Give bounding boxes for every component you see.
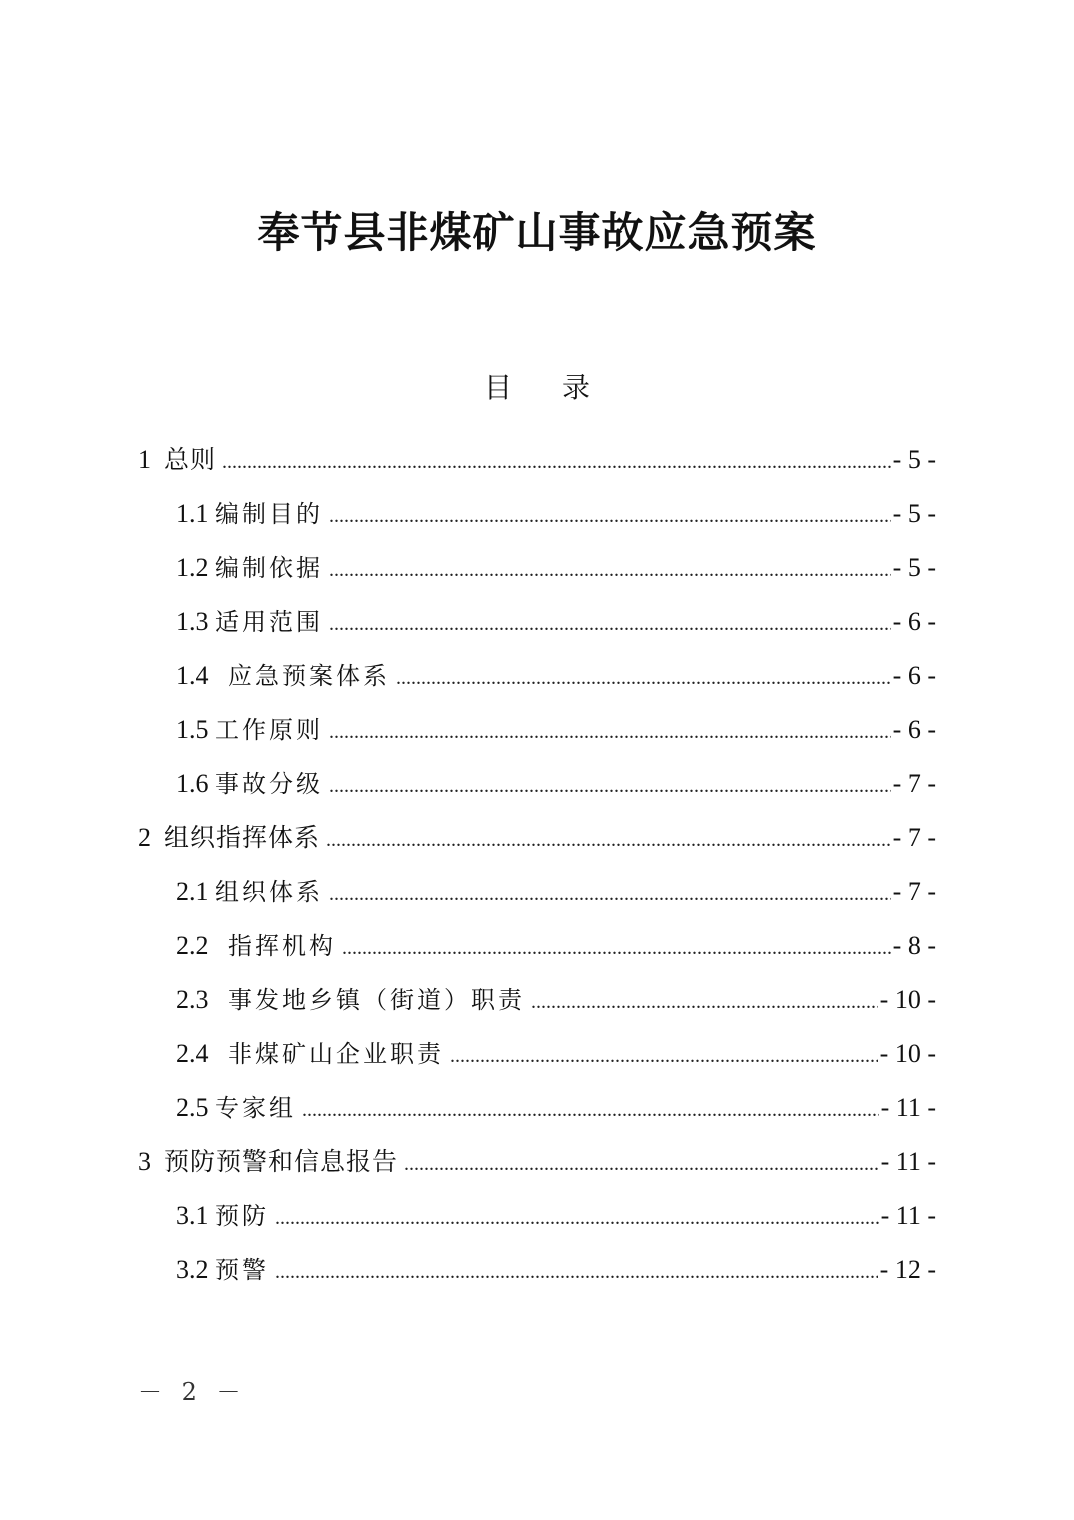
- toc-entry-label: 预警: [215, 1256, 269, 1284]
- toc-entry-label: 适用范围: [215, 608, 323, 636]
- toc-entry[interactable]: [176, 710, 936, 746]
- toc-leader-dots: [329, 775, 891, 798]
- toc-leader-dots: [329, 721, 891, 744]
- toc-entry-page: - 7 -: [892, 877, 936, 906]
- toc-entry-page: - 12 -: [879, 1255, 936, 1284]
- toc-entry-number: 2.3: [176, 985, 209, 1014]
- toc-entry[interactable]: [176, 602, 936, 638]
- toc-entry[interactable]: [176, 1250, 936, 1286]
- toc-entry-number: 3.1: [176, 1201, 209, 1230]
- toc-leader-dots: [450, 1045, 878, 1068]
- toc-entry-label: 非煤矿山企业职责: [228, 1040, 444, 1068]
- toc-entry-page: - 10 -: [879, 1039, 936, 1068]
- toc-leader-dots: [275, 1207, 879, 1230]
- toc-entry-page: - 11 -: [880, 1201, 936, 1230]
- toc-entry[interactable]: [176, 1088, 936, 1124]
- toc-entry-label: 编制依据: [215, 554, 323, 582]
- document-title: 奉节县非煤矿山事故应急预案: [257, 208, 817, 257]
- toc-entry-number: 3.2: [176, 1255, 209, 1284]
- toc-leader-dots: [531, 991, 878, 1014]
- toc-entry-page: - 5 -: [892, 553, 936, 582]
- toc-entry-page: - 5 -: [892, 445, 936, 474]
- toc-entry-page: - 8 -: [892, 931, 936, 960]
- toc-heading-char-1: 目: [483, 371, 512, 404]
- toc-entry-label: 应急预案体系: [228, 662, 390, 690]
- toc-entry-number: 1.2: [176, 553, 209, 582]
- toc-entry[interactable]: [176, 1196, 936, 1232]
- toc-entry-number: 2.5: [176, 1093, 209, 1122]
- toc-entry[interactable]: [176, 980, 936, 1016]
- toc-leader-dots: [329, 505, 891, 528]
- toc-entry-number: 1.1: [176, 499, 209, 528]
- toc-entry-label: 专家组: [215, 1094, 296, 1122]
- toc-leader-dots: [396, 667, 891, 690]
- toc-entry[interactable]: [138, 818, 936, 854]
- toc-entry[interactable]: [176, 494, 936, 530]
- toc-entry-label: 预防: [215, 1202, 269, 1230]
- toc-entry-label: 事发地乡镇（街道）职责: [228, 986, 525, 1014]
- toc-entry-page: - 6 -: [892, 715, 936, 744]
- toc-leader-dots: [302, 1099, 879, 1122]
- toc-leader-dots: [329, 883, 891, 906]
- page-number: － 2 －: [138, 1378, 247, 1406]
- toc-entry-page: - 10 -: [879, 985, 936, 1014]
- toc-heading-char-2: 录: [562, 371, 591, 404]
- toc-entry-page: - 6 -: [892, 661, 936, 690]
- toc-entry-label: 编制目的: [215, 500, 323, 528]
- toc-entry-number: 1: [138, 445, 151, 474]
- toc-heading: [0, 366, 1074, 406]
- toc-entry-page: - 11 -: [880, 1093, 936, 1122]
- toc-entry-label: 预防预警和信息报告: [164, 1147, 399, 1176]
- toc-entry-number: 1.4: [176, 661, 209, 690]
- toc-entry-label: 指挥机构: [228, 932, 336, 960]
- toc-leader-dots: [222, 451, 891, 474]
- toc-entry-label: 组织指挥体系: [164, 823, 321, 852]
- toc-entry-label: 总则: [164, 445, 217, 474]
- toc-entry-label: 组织体系: [215, 878, 323, 906]
- toc-entry-number: 2.4: [176, 1039, 209, 1068]
- toc-leader-dots: [326, 829, 891, 852]
- toc-entry-page: - 7 -: [892, 823, 936, 852]
- toc-entry[interactable]: [176, 764, 936, 800]
- toc-leader-dots: [275, 1261, 878, 1284]
- toc-entry[interactable]: [176, 548, 936, 584]
- toc-entry[interactable]: [176, 926, 936, 962]
- toc-leader-dots: [342, 937, 891, 960]
- toc-leader-dots: [404, 1153, 879, 1176]
- toc-entry-number: 1.3: [176, 607, 209, 636]
- toc-entry[interactable]: [176, 872, 936, 908]
- toc-entry-number: 1.5: [176, 715, 209, 744]
- toc-entry-number: 1.6: [176, 769, 209, 798]
- toc-entry-number: 2: [138, 823, 151, 852]
- toc-entry-number: 3: [138, 1147, 151, 1176]
- toc-leader-dots: [329, 613, 891, 636]
- toc-entry[interactable]: [138, 1142, 936, 1178]
- toc-entry-number: 2.2: [176, 931, 209, 960]
- toc-entry-page: - 5 -: [892, 499, 936, 528]
- toc-entry[interactable]: [138, 440, 936, 476]
- toc-entry-page: - 6 -: [892, 607, 936, 636]
- toc-entry-page: - 7 -: [892, 769, 936, 798]
- toc-entry-number: 2.1: [176, 877, 209, 906]
- toc-entry-page: - 11 -: [880, 1147, 936, 1176]
- toc-entry[interactable]: [176, 656, 936, 692]
- toc-leader-dots: [329, 559, 891, 582]
- toc-entry-label: 事故分级: [215, 770, 323, 798]
- toc-entry-label: 工作原则: [215, 716, 323, 744]
- toc-entry[interactable]: [176, 1034, 936, 1070]
